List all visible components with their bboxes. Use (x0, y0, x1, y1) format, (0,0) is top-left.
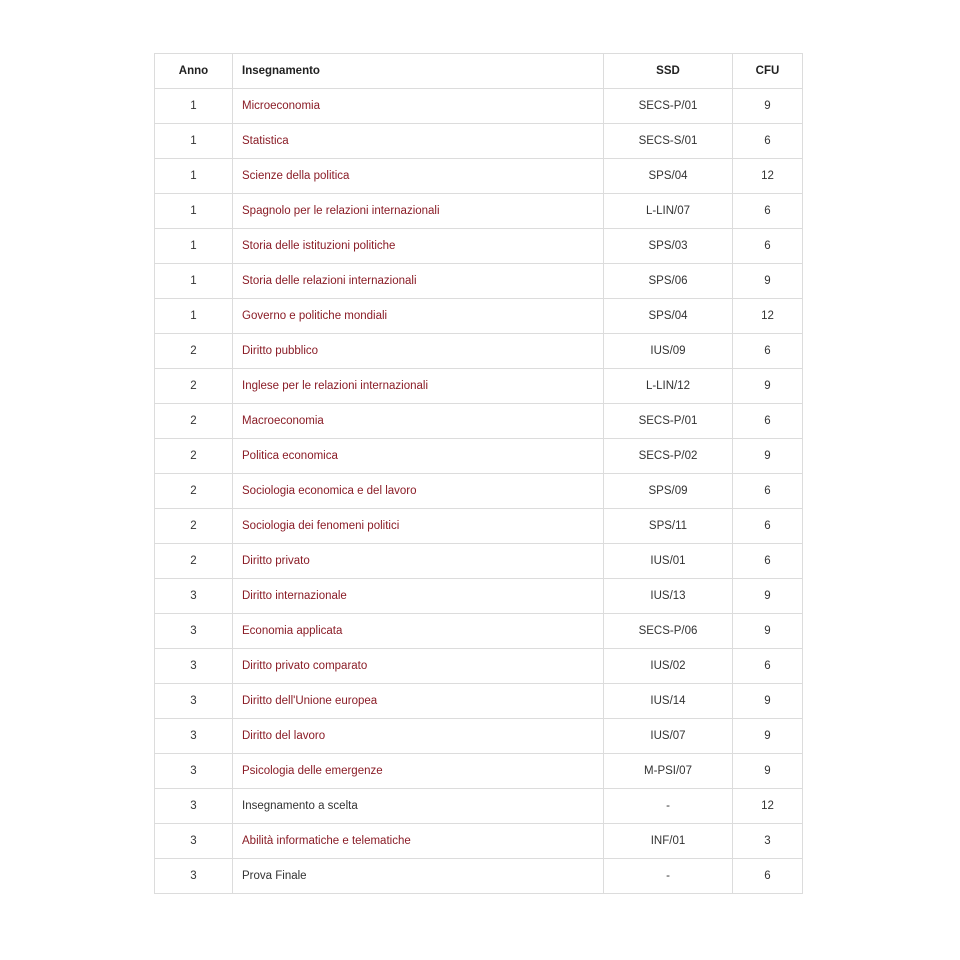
table-row (155, 299, 803, 334)
cell-insegnamento (233, 544, 604, 579)
course-link[interactable]: Diritto privato comparato (242, 660, 368, 672)
table-row (155, 439, 803, 474)
cell-cfu: 12 (733, 159, 803, 194)
cell-ssd: SPS/04 (604, 299, 733, 334)
cell-ssd: SECS-P/02 (604, 439, 733, 474)
cell-anno: 1 (155, 89, 233, 124)
cell-insegnamento (233, 719, 604, 754)
header-anno: Anno (155, 54, 233, 89)
cell-insegnamento (233, 509, 604, 544)
cell-ssd: IUS/09 (604, 334, 733, 369)
cell-anno: 2 (155, 544, 233, 579)
course-link[interactable]: Diritto privato (242, 555, 310, 567)
table-row (155, 369, 803, 404)
cell-insegnamento (233, 789, 604, 824)
cell-anno: 1 (155, 194, 233, 229)
cell-anno: 2 (155, 439, 233, 474)
cell-cfu: 9 (733, 439, 803, 474)
cell-ssd: - (604, 859, 733, 894)
cell-anno: 3 (155, 614, 233, 649)
header-insegnamento: Insegnamento (233, 54, 604, 89)
course-link[interactable]: Macroeconomia (242, 415, 324, 427)
table-row (155, 544, 803, 579)
cell-anno: 3 (155, 719, 233, 754)
header-row (155, 54, 803, 89)
cell-ssd: SECS-P/01 (604, 404, 733, 439)
cell-ssd: IUS/13 (604, 579, 733, 614)
cell-cfu: 6 (733, 229, 803, 264)
cell-insegnamento (233, 229, 604, 264)
cell-cfu: 9 (733, 684, 803, 719)
cell-anno: 2 (155, 474, 233, 509)
course-link[interactable]: Scienze della politica (242, 170, 350, 182)
cell-anno: 2 (155, 334, 233, 369)
table-row (155, 649, 803, 684)
course-link[interactable]: Economia applicata (242, 625, 343, 637)
header-ssd: SSD (604, 54, 733, 89)
cell-anno: 3 (155, 789, 233, 824)
cell-anno: 3 (155, 649, 233, 684)
course-link[interactable]: Spagnolo per le relazioni internazionali (242, 205, 440, 217)
cell-insegnamento (233, 824, 604, 859)
table-row (155, 264, 803, 299)
cell-insegnamento (233, 369, 604, 404)
course-link[interactable]: Psicologia delle emergenze (242, 765, 383, 777)
cell-anno: 1 (155, 159, 233, 194)
cell-insegnamento (233, 404, 604, 439)
cell-insegnamento (233, 159, 604, 194)
cell-cfu: 12 (733, 299, 803, 334)
course-link[interactable]: Sociologia economica e del lavoro (242, 485, 417, 497)
course-link[interactable]: Politica economica (242, 450, 338, 462)
cell-anno: 3 (155, 859, 233, 894)
course-link[interactable]: Storia delle istituzioni politiche (242, 240, 396, 252)
cell-ssd: SPS/03 (604, 229, 733, 264)
table-body (155, 89, 803, 894)
cell-ssd: SPS/04 (604, 159, 733, 194)
table-row (155, 404, 803, 439)
cell-ssd: IUS/02 (604, 649, 733, 684)
cell-insegnamento (233, 299, 604, 334)
table-row (155, 159, 803, 194)
cell-anno: 3 (155, 824, 233, 859)
cell-ssd: L-LIN/07 (604, 194, 733, 229)
cell-insegnamento (233, 754, 604, 789)
table-row (155, 509, 803, 544)
cell-anno: 2 (155, 404, 233, 439)
cell-cfu: 9 (733, 264, 803, 299)
cell-anno: 3 (155, 579, 233, 614)
cell-insegnamento (233, 859, 604, 894)
cell-cfu: 6 (733, 404, 803, 439)
table-row (155, 229, 803, 264)
cell-anno: 1 (155, 124, 233, 159)
cell-insegnamento (233, 439, 604, 474)
cell-ssd: L-LIN/12 (604, 369, 733, 404)
course-link[interactable]: Statistica (242, 135, 289, 147)
cell-cfu: 3 (733, 824, 803, 859)
table-row (155, 474, 803, 509)
cell-cfu: 6 (733, 544, 803, 579)
cell-anno: 3 (155, 684, 233, 719)
cell-ssd: M-PSI/07 (604, 754, 733, 789)
table-row (155, 579, 803, 614)
cell-insegnamento (233, 474, 604, 509)
course-link[interactable]: Sociologia dei fenomeni politici (242, 520, 400, 532)
course-link[interactable]: Storia delle relazioni internazionali (242, 275, 417, 287)
cell-ssd: SPS/06 (604, 264, 733, 299)
cell-anno: 1 (155, 299, 233, 334)
cell-anno: 1 (155, 264, 233, 299)
cell-cfu: 6 (733, 474, 803, 509)
cell-insegnamento (233, 614, 604, 649)
cell-insegnamento (233, 649, 604, 684)
table-row (155, 614, 803, 649)
cell-cfu: 6 (733, 124, 803, 159)
course-link[interactable]: Diritto dell'Unione europea (242, 695, 378, 707)
course-name: Insegnamento a scelta (242, 800, 358, 812)
table-row (155, 719, 803, 754)
cell-insegnamento (233, 194, 604, 229)
cell-cfu: 6 (733, 194, 803, 229)
cell-ssd: IUS/01 (604, 544, 733, 579)
cell-insegnamento (233, 684, 604, 719)
course-link[interactable]: Abilità informatiche e telematiche (242, 835, 411, 847)
course-link[interactable]: Diritto internazionale (242, 590, 347, 602)
table-row (155, 789, 803, 824)
cell-cfu: 12 (733, 789, 803, 824)
cell-cfu: 6 (733, 509, 803, 544)
table-row (155, 89, 803, 124)
cell-ssd: IUS/14 (604, 684, 733, 719)
table-row (155, 194, 803, 229)
cell-cfu: 6 (733, 334, 803, 369)
courses-table (154, 53, 803, 894)
course-link[interactable]: Inglese per le relazioni internazionali (242, 380, 429, 392)
cell-cfu: 9 (733, 719, 803, 754)
cell-cfu: 9 (733, 89, 803, 124)
course-link[interactable]: Diritto pubblico (242, 345, 319, 357)
cell-cfu: 9 (733, 369, 803, 404)
course-link[interactable]: Governo e politiche mondiali (242, 310, 388, 322)
header-cfu: CFU (733, 54, 803, 89)
cell-ssd: - (604, 789, 733, 824)
table-header (155, 54, 803, 89)
table-row (155, 684, 803, 719)
cell-insegnamento (233, 89, 604, 124)
cell-anno: 3 (155, 754, 233, 789)
cell-ssd: IUS/07 (604, 719, 733, 754)
cell-anno: 2 (155, 369, 233, 404)
cell-cfu: 9 (733, 579, 803, 614)
course-name: Prova Finale (242, 870, 307, 882)
courses-table-container (154, 53, 802, 894)
course-link[interactable]: Microeconomia (242, 100, 320, 112)
cell-insegnamento (233, 124, 604, 159)
course-link[interactable]: Diritto del lavoro (242, 730, 326, 742)
cell-ssd: SPS/09 (604, 474, 733, 509)
table-row (155, 754, 803, 789)
table-row (155, 859, 803, 894)
cell-cfu: 9 (733, 754, 803, 789)
cell-insegnamento (233, 579, 604, 614)
cell-ssd: INF/01 (604, 824, 733, 859)
cell-cfu: 6 (733, 859, 803, 894)
cell-anno: 1 (155, 229, 233, 264)
cell-anno: 2 (155, 509, 233, 544)
table-row (155, 334, 803, 369)
cell-insegnamento (233, 334, 604, 369)
cell-ssd: SECS-S/01 (604, 124, 733, 159)
cell-cfu: 6 (733, 649, 803, 684)
table-row (155, 124, 803, 159)
cell-ssd: SECS-P/06 (604, 614, 733, 649)
cell-ssd: SPS/11 (604, 509, 733, 544)
cell-ssd: SECS-P/01 (604, 89, 733, 124)
cell-cfu: 9 (733, 614, 803, 649)
cell-insegnamento (233, 264, 604, 299)
table-row (155, 824, 803, 859)
